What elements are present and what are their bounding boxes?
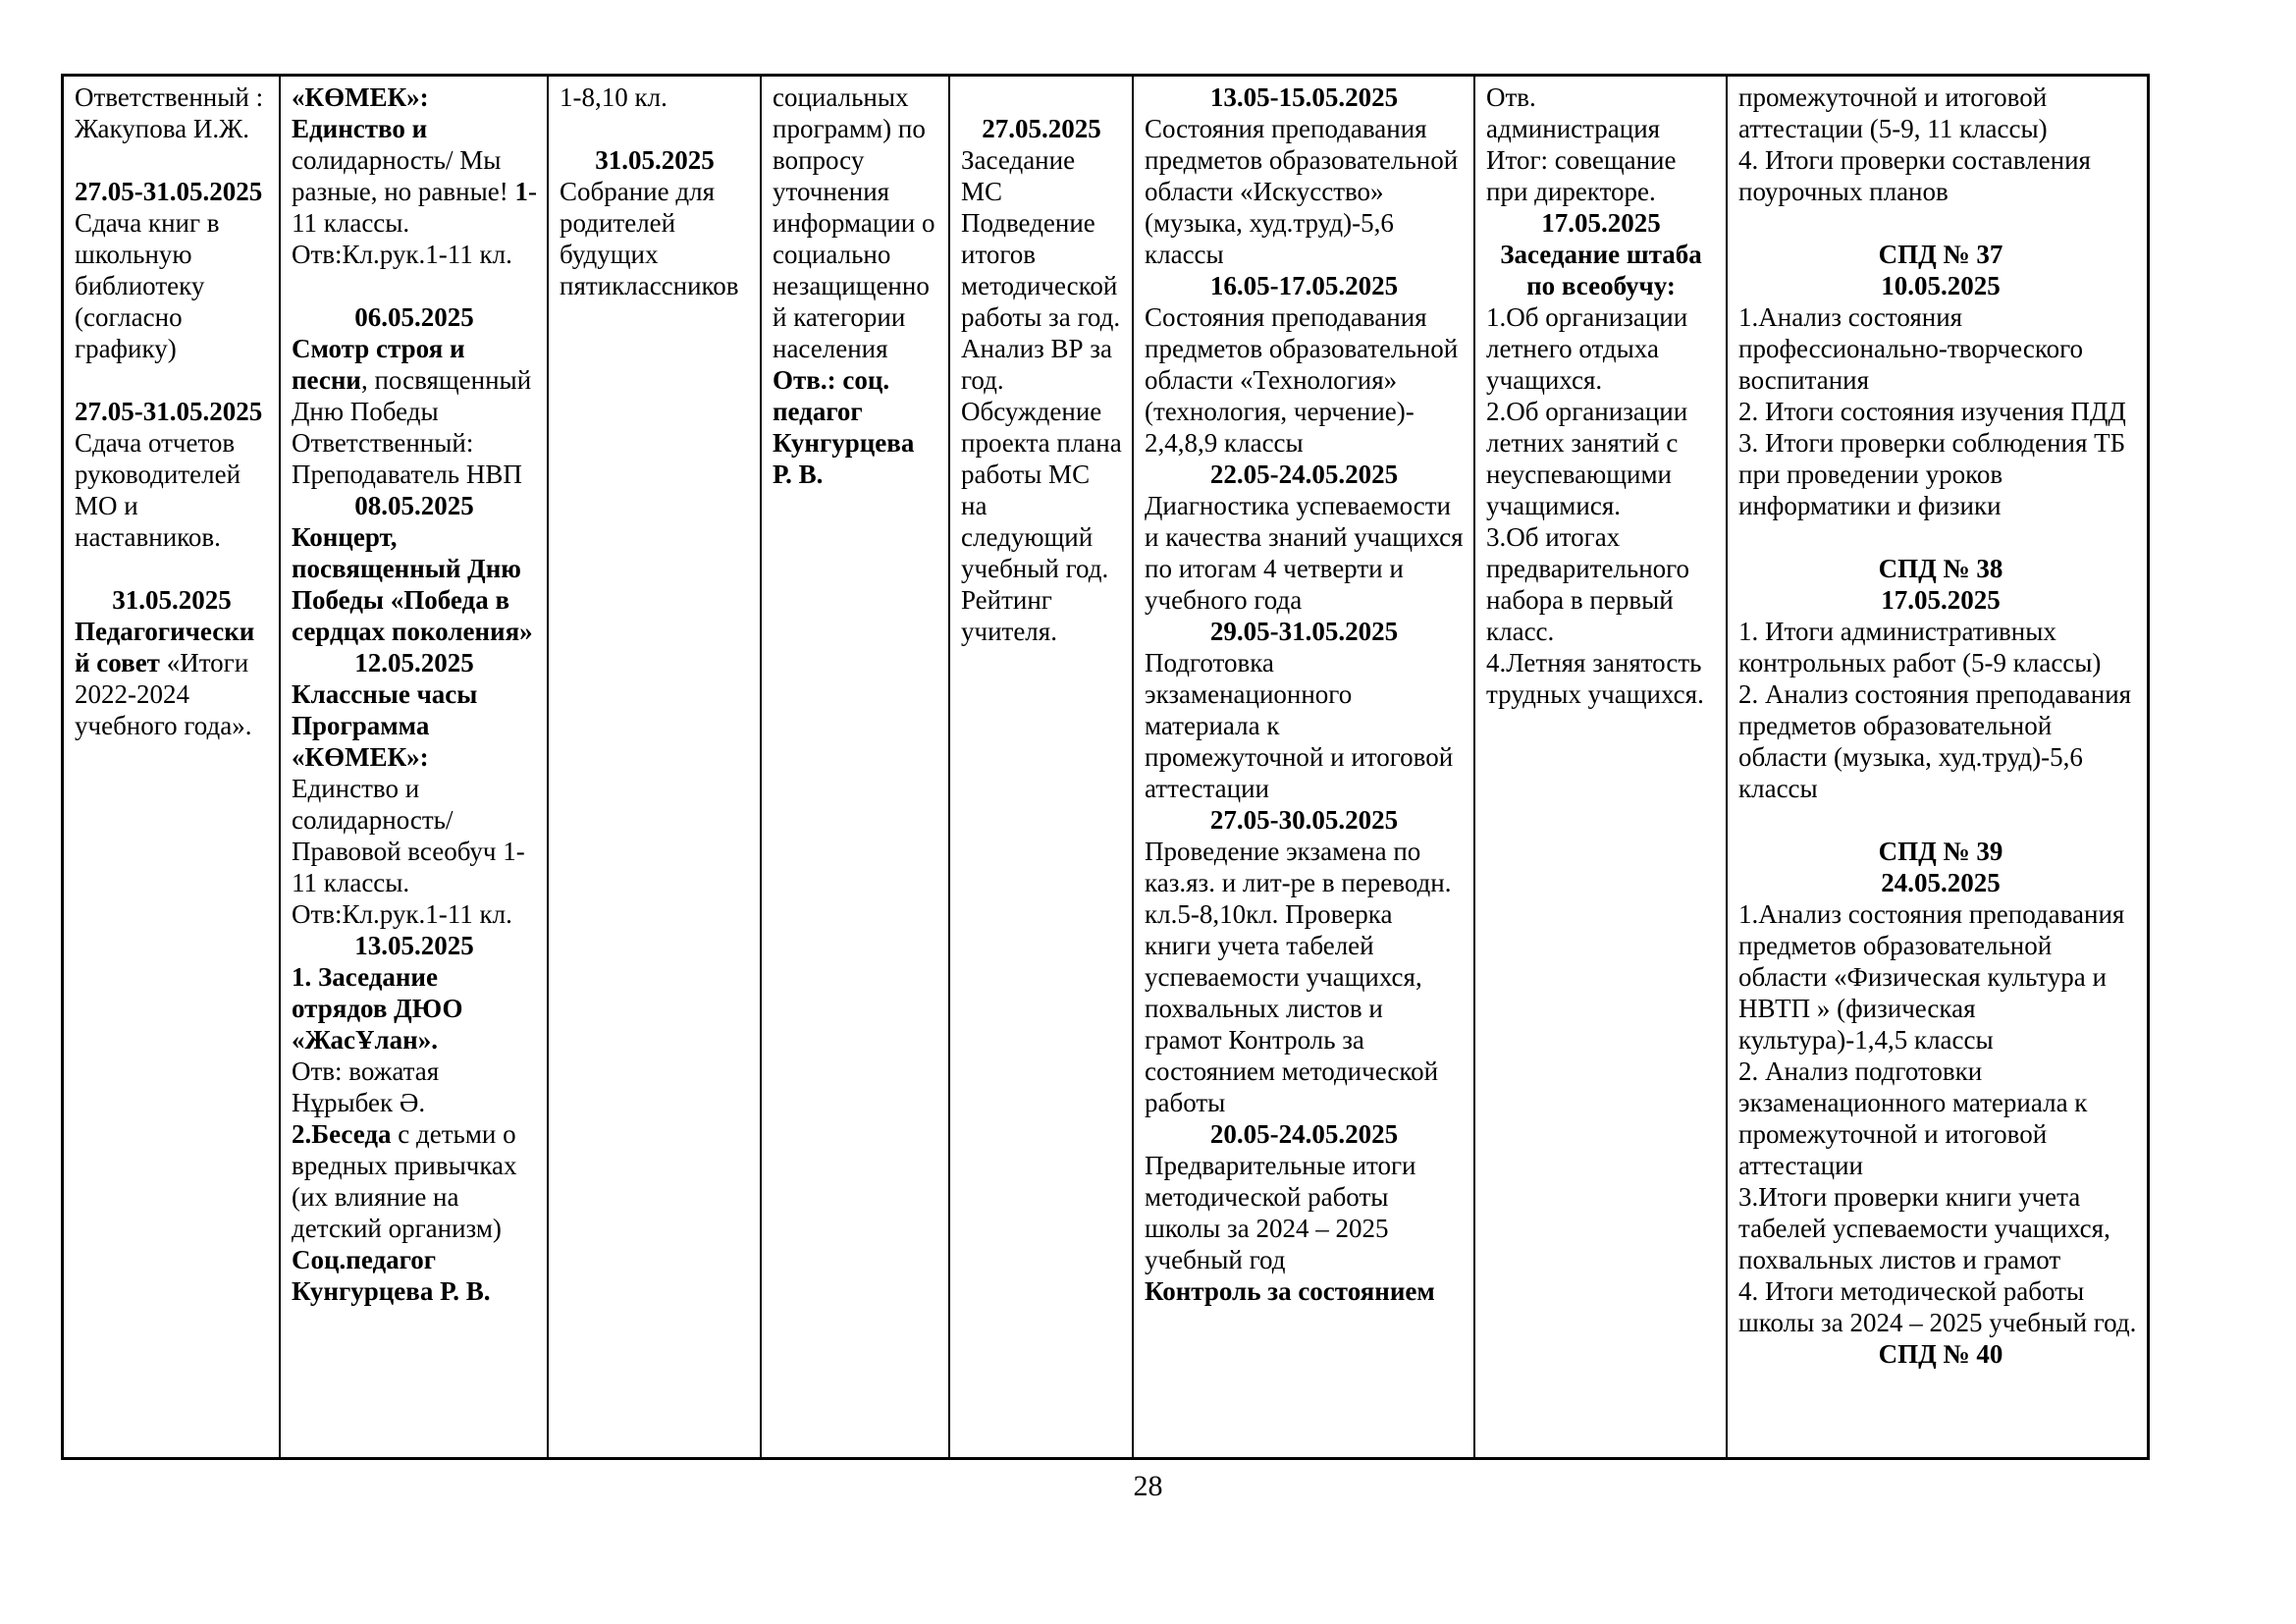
paragraph: Сдача отчетов руководителей МО и наставников. bbox=[75, 428, 241, 552]
paragraph: Контроль за состоянием bbox=[1145, 1276, 1435, 1306]
paragraph: 13.05-15.05.2025 bbox=[1209, 82, 1399, 112]
paragraph: 4. Итоги проверки составления поурочных планов bbox=[1738, 145, 2091, 206]
paragraph bbox=[961, 81, 1122, 113]
paragraph: 3.Об итогах предварительного набора в первый класс. bbox=[1486, 522, 1690, 646]
table-cell-6 bbox=[1134, 77, 1475, 1457]
table-cell-7 bbox=[1475, 77, 1728, 1457]
paragraph: 4. Итоги методической работы школы за 2024 – 2025 учебный год. bbox=[1738, 1276, 2137, 1337]
paragraph: 31.05.2025 bbox=[112, 585, 232, 615]
paragraph: социальных программ) по вопросу уточнения информации о социально незащищенной категории населения bbox=[773, 82, 935, 363]
paragraph: 1-8,10 кл. bbox=[560, 82, 667, 112]
paragraph: 1. Заседание отрядов ДЮО «ЖасҰлан». bbox=[292, 962, 463, 1055]
paragraph: 3. Итоги проверки соблюдения ТБ при проведении уроков информатики и физики bbox=[1738, 428, 2126, 520]
paragraph: Состояния преподавания предметов образовательной области «Технология» (технология, черчение)- 2,4,8,9 классы bbox=[1145, 302, 1459, 458]
paragraph: 13.05.2025 bbox=[354, 931, 474, 960]
paragraph: Отв.: соц. педагог Кунгурцева Р. В. bbox=[773, 365, 915, 489]
paragraph: 10.05.2025 bbox=[1881, 271, 2001, 300]
paragraph: СПД № 39 bbox=[1878, 837, 2003, 866]
paragraph bbox=[75, 144, 269, 176]
paragraph: 08.05.2025 bbox=[354, 491, 474, 520]
paragraph: Единство и солидарность/ Правовой всеобуч 1-11 классы. Отв:Кл.рук.1-11 кл. bbox=[292, 774, 525, 929]
paragraph: 24.05.2025 bbox=[1881, 868, 2001, 897]
paragraph: СПД № 37 bbox=[1878, 240, 2003, 269]
paragraph: 2. Итоги состояния изучения ПДД bbox=[1738, 397, 2126, 426]
paragraph: Подготовка экзаменационного материала к промежуточной и итоговой аттестации bbox=[1145, 648, 1454, 803]
table-cell-1 bbox=[64, 77, 281, 1457]
paragraph: 1.Анализ состояния преподавания предметов образовательной области «Физическая культура и НВТП » (физическая культура)-1,4,5 классы bbox=[1738, 899, 2125, 1055]
paragraph: Ответственный : Жакупова И.Ж. bbox=[75, 82, 264, 143]
paragraph: Сдача книг в школьную библиотеку (согласно графику) bbox=[75, 208, 220, 363]
paragraph: Классные часы Программа «КӨМЕК»: bbox=[292, 679, 478, 772]
paragraph: промежуточной и итоговой аттестации (5-9, 11 классы) bbox=[1738, 82, 2048, 143]
table-cell-4 bbox=[762, 77, 950, 1457]
paragraph bbox=[75, 364, 269, 396]
paragraph: 1.Об организации летнего отдыха учащихся. bbox=[1486, 302, 1688, 395]
paragraph: 2. Анализ подготовки экзаменационного материала к промежуточной и итоговой аттестации bbox=[1738, 1056, 2088, 1180]
paragraph: Диагностика успеваемости и качества знаний учащихся по итогам 4 четверти и учебного года bbox=[1145, 491, 1464, 615]
paragraph bbox=[292, 270, 537, 301]
paragraph: Соц.педагог Кунгурцева Р. В. bbox=[292, 1245, 491, 1306]
paragraph: 4.Летняя занятость трудных учащихся. bbox=[1486, 648, 1704, 709]
paragraph: 22.05-24.05.2025 bbox=[1209, 460, 1399, 489]
table-cell-3 bbox=[549, 77, 762, 1457]
paragraph: 20.05-24.05.2025 bbox=[1209, 1119, 1399, 1149]
paragraph: 27.05.2025 bbox=[982, 114, 1101, 143]
paragraph: Отв: вожатая Нұрыбек Ә. bbox=[292, 1056, 440, 1117]
paragraph: Проведение экзамена по каз.яз. и лит-ре в переводн. кл.5-8,10кл. Проверка книги учета табелей успеваемости учащихся, похвальных листов и грамот Контроль за состоянием методической работы bbox=[1145, 837, 1452, 1117]
paragraph: Педагогический совет «Итоги 2022-2024 учебного года». bbox=[75, 617, 255, 740]
paragraph: 27.05-31.05.2025 bbox=[75, 177, 263, 206]
table-cell-5 bbox=[950, 77, 1134, 1457]
paragraph: 29.05-31.05.2025 bbox=[1209, 617, 1399, 646]
paragraph: Собрание для родителей будущих пятиклассников bbox=[560, 177, 739, 300]
paragraph: 31.05.2025 bbox=[595, 145, 715, 175]
paragraph: 27.05-31.05.2025 bbox=[75, 397, 263, 426]
paragraph: «КӨМЕК»: Единство и солидарность/ Мы разные, но равные! 1-11 классы. Отв:Кл.рук.1-11 кл. bbox=[292, 82, 537, 269]
page-number: 28 bbox=[1133, 1470, 1163, 1502]
paragraph: СПД № 40 bbox=[1878, 1339, 2003, 1369]
paragraph bbox=[1738, 521, 2143, 553]
paragraph: 1. Итоги административных контрольных работ (5-9 классы) bbox=[1738, 617, 2102, 677]
paragraph: 2.Об организации летних занятий с неуспевающими учащимися. bbox=[1486, 397, 1688, 520]
paragraph: Заседание МС Подведение итогов методической работы за год. Анализ ВР за год. Обсуждение проекта плана работы МС на следующий учебный год. Рейтинг учителя. bbox=[961, 145, 1122, 646]
paragraph: 3.Итоги проверки книги учета табелей успеваемости учащихся, похвальных листов и грамот bbox=[1738, 1182, 2110, 1274]
paragraph bbox=[560, 113, 750, 144]
paragraph: 1.Анализ состояния профессионально-творческого воспитания bbox=[1738, 302, 2083, 395]
paragraph: Смотр строя и песни, посвященный Дню Победы Ответственный: Преподаватель НВП bbox=[292, 334, 532, 489]
paragraph bbox=[75, 553, 269, 584]
paragraph: 12.05.2025 bbox=[354, 648, 474, 677]
table-cell-2 bbox=[281, 77, 549, 1457]
paragraph: 16.05-17.05.2025 bbox=[1209, 271, 1399, 300]
paragraph: 17.05.2025 bbox=[1541, 208, 1661, 238]
paragraph: Отв. администрация Итог: совещание при директоре. bbox=[1486, 82, 1677, 206]
paragraph: 27.05-30.05.2025 bbox=[1209, 805, 1399, 835]
paragraph: 2.Беседа с детьми о вредных привычках (их влияние на детский организм) bbox=[292, 1119, 517, 1243]
table-cell-8 bbox=[1728, 77, 2153, 1457]
plan-table bbox=[61, 74, 2150, 1460]
paragraph: Предварительные итоги методической работы школы за 2024 – 2025 учебный год bbox=[1145, 1151, 1416, 1274]
paragraph bbox=[1738, 804, 2143, 836]
paragraph: Состояния преподавания предметов образовательной области «Искусство» (музыка, худ.труд)-5,6 классы bbox=[1145, 114, 1459, 269]
paragraph: 2. Анализ состояния преподавания предметов образовательной области (музыка, худ.труд)-5,6 классы bbox=[1738, 679, 2132, 803]
paragraph: СПД № 38 bbox=[1878, 554, 2003, 583]
paragraph bbox=[1738, 207, 2143, 239]
paragraph: 17.05.2025 bbox=[1881, 585, 2001, 615]
paragraph: 06.05.2025 bbox=[354, 302, 474, 332]
paragraph: Концерт, посвященный Дню Победы «Победа в сердцах поколения» bbox=[292, 522, 533, 646]
paragraph: Заседание штаба по всеобучу: bbox=[1500, 240, 1702, 300]
